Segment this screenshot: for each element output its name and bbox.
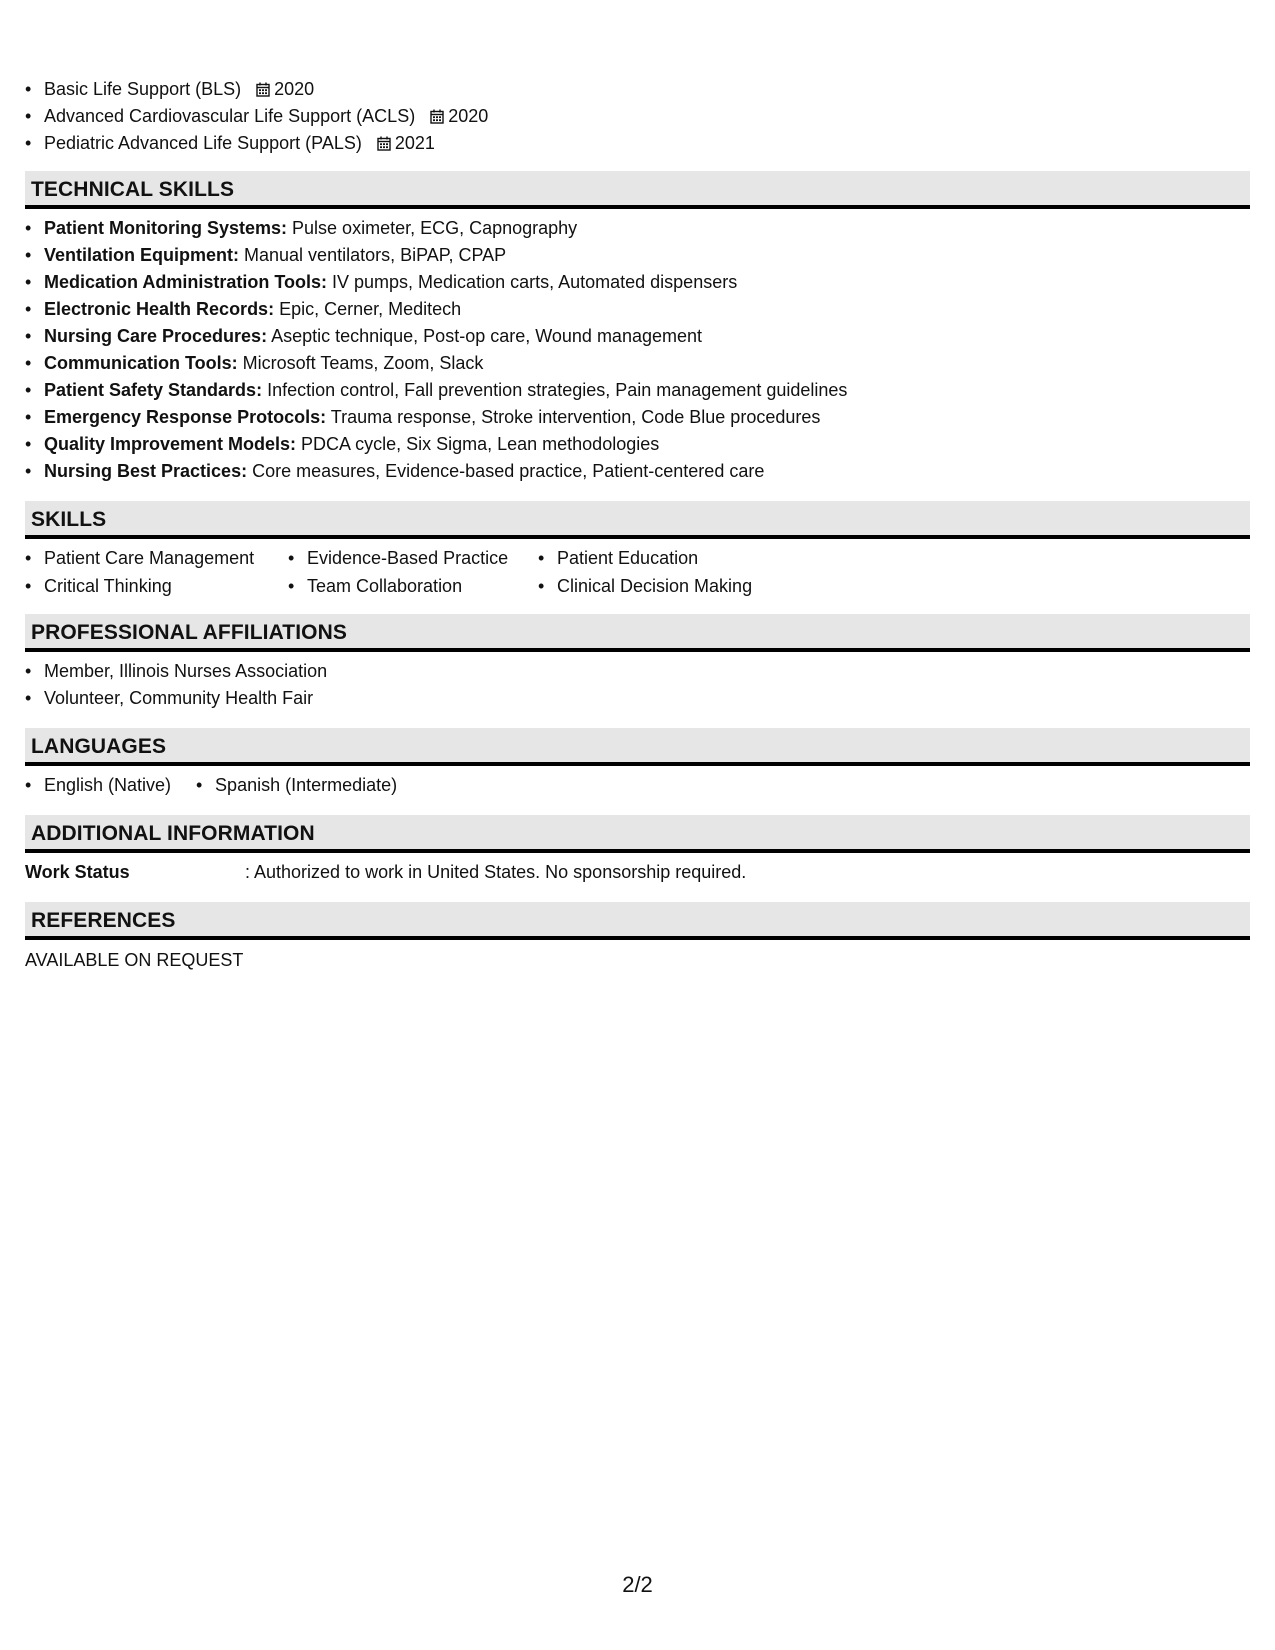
resume-page (25, 76, 1250, 974)
page-number: 2/2 (622, 1572, 653, 1597)
section-title: PROFESSIONAL AFFILIATIONS (31, 621, 347, 644)
references-text: AVAILABLE ON REQUEST (25, 950, 244, 970)
list-item (25, 76, 1250, 103)
section-header (25, 501, 1250, 539)
list-item: • Member, Illinois Nurses Association (25, 658, 1250, 685)
list-item: • Clinical Decision Making (538, 572, 752, 600)
certification-date (256, 79, 314, 99)
section-title: TECHNICAL SKILLS (31, 178, 235, 201)
skill-label: Emergency Response Protocols: (44, 407, 327, 427)
skill-value: Infection control, Fall prevention strategies, Pain management guidelines (262, 380, 848, 400)
certification-date (377, 133, 435, 153)
skill-value: Microsoft Teams, Zoom, Slack (237, 353, 484, 373)
section-title: REFERENCES (31, 909, 176, 932)
list-item (25, 458, 1250, 485)
list-item (25, 130, 1250, 157)
list-item (25, 323, 1250, 350)
certification-year: 2020 (274, 79, 315, 99)
skill-label: Nursing Care Procedures: (44, 326, 268, 346)
list-item: • Patient Care Management (25, 544, 288, 572)
certification-name: Pediatric Advanced Life Support (PALS) (44, 133, 362, 153)
skill-label: Patient Monitoring Systems: (44, 218, 288, 238)
skill-label: Quality Improvement Models: (44, 434, 297, 454)
section-title: LANGUAGES (31, 735, 167, 758)
work-status-value: : Authorized to work in United States. No sponsorship required. (245, 862, 747, 882)
list-item: • Critical Thinking (25, 572, 288, 600)
calendar-icon (377, 136, 391, 151)
skill-label: Ventilation Equipment: (44, 245, 240, 265)
section-title: ADDITIONAL INFORMATION (31, 822, 315, 845)
skill-value: IV pumps, Medication carts, Automated dispensers (327, 272, 738, 292)
skill-value: Manual ventilators, BiPAP, CPAP (239, 245, 507, 265)
languages-section (25, 728, 1250, 799)
skills-column (288, 544, 538, 600)
languages-list (25, 772, 1250, 799)
list-item: • Team Collaboration (288, 572, 538, 600)
technical-skills-list (25, 215, 1250, 485)
list-item (25, 269, 1250, 296)
skill-value: Core measures, Evidence-based practice, Patient-centered care (247, 461, 765, 481)
affiliations-list (25, 658, 1250, 712)
list-item (25, 215, 1250, 242)
skill-label: Communication Tools: (44, 353, 238, 373)
additional-info-section (25, 815, 1250, 886)
skill-value: PDCA cycle, Six Sigma, Lean methodologies (296, 434, 660, 454)
list-item: • Evidence-Based Practice (288, 544, 538, 572)
skill-label: Medication Administration Tools: (44, 272, 327, 292)
references-section (25, 902, 1250, 974)
list-item (25, 350, 1250, 377)
skills-section (25, 501, 1250, 600)
certifications-list (25, 76, 1250, 157)
technical-skills-section (25, 171, 1250, 485)
skill-label: Patient Safety Standards: (44, 380, 263, 400)
calendar-icon (430, 109, 444, 124)
list-item (25, 404, 1250, 431)
skill-value: Trauma response, Stroke intervention, Code Blue procedures (326, 407, 821, 427)
section-header (25, 902, 1250, 940)
list-item: • English (Native) (25, 772, 171, 799)
certification-date (430, 106, 488, 126)
list-item (25, 296, 1250, 323)
calendar-icon (256, 82, 270, 97)
skills-column (538, 544, 752, 600)
certification-year: 2021 (394, 133, 435, 153)
skill-value: Epic, Cerner, Meditech (274, 299, 462, 319)
list-item: • Patient Education (538, 544, 752, 572)
affiliations-section (25, 614, 1250, 712)
section-title: SKILLS (31, 508, 107, 531)
certification-name: Advanced Cardiovascular Life Support (ACLS) (44, 106, 416, 126)
skill-value: Aseptic technique, Post-op care, Wound management (267, 326, 703, 346)
skill-label: Nursing Best Practices: (44, 461, 248, 481)
skill-label: Electronic Health Records: (44, 299, 275, 319)
section-header (25, 728, 1250, 766)
work-status-row (25, 859, 1250, 886)
section-header (25, 815, 1250, 853)
list-item: • Volunteer, Community Health Fair (25, 685, 1250, 712)
skills-grid (25, 544, 1250, 600)
skill-value: Pulse oximeter, ECG, Capnography (287, 218, 578, 238)
certification-name: Basic Life Support (BLS) (44, 79, 242, 99)
list-item (25, 377, 1250, 404)
list-item (25, 431, 1250, 458)
section-header (25, 171, 1250, 209)
work-status-label: Work Status (25, 862, 130, 882)
section-header (25, 614, 1250, 652)
certification-year: 2020 (448, 106, 489, 126)
list-item (25, 242, 1250, 269)
skills-column (25, 544, 288, 600)
list-item: • Spanish (Intermediate) (196, 772, 397, 799)
list-item (25, 103, 1250, 130)
